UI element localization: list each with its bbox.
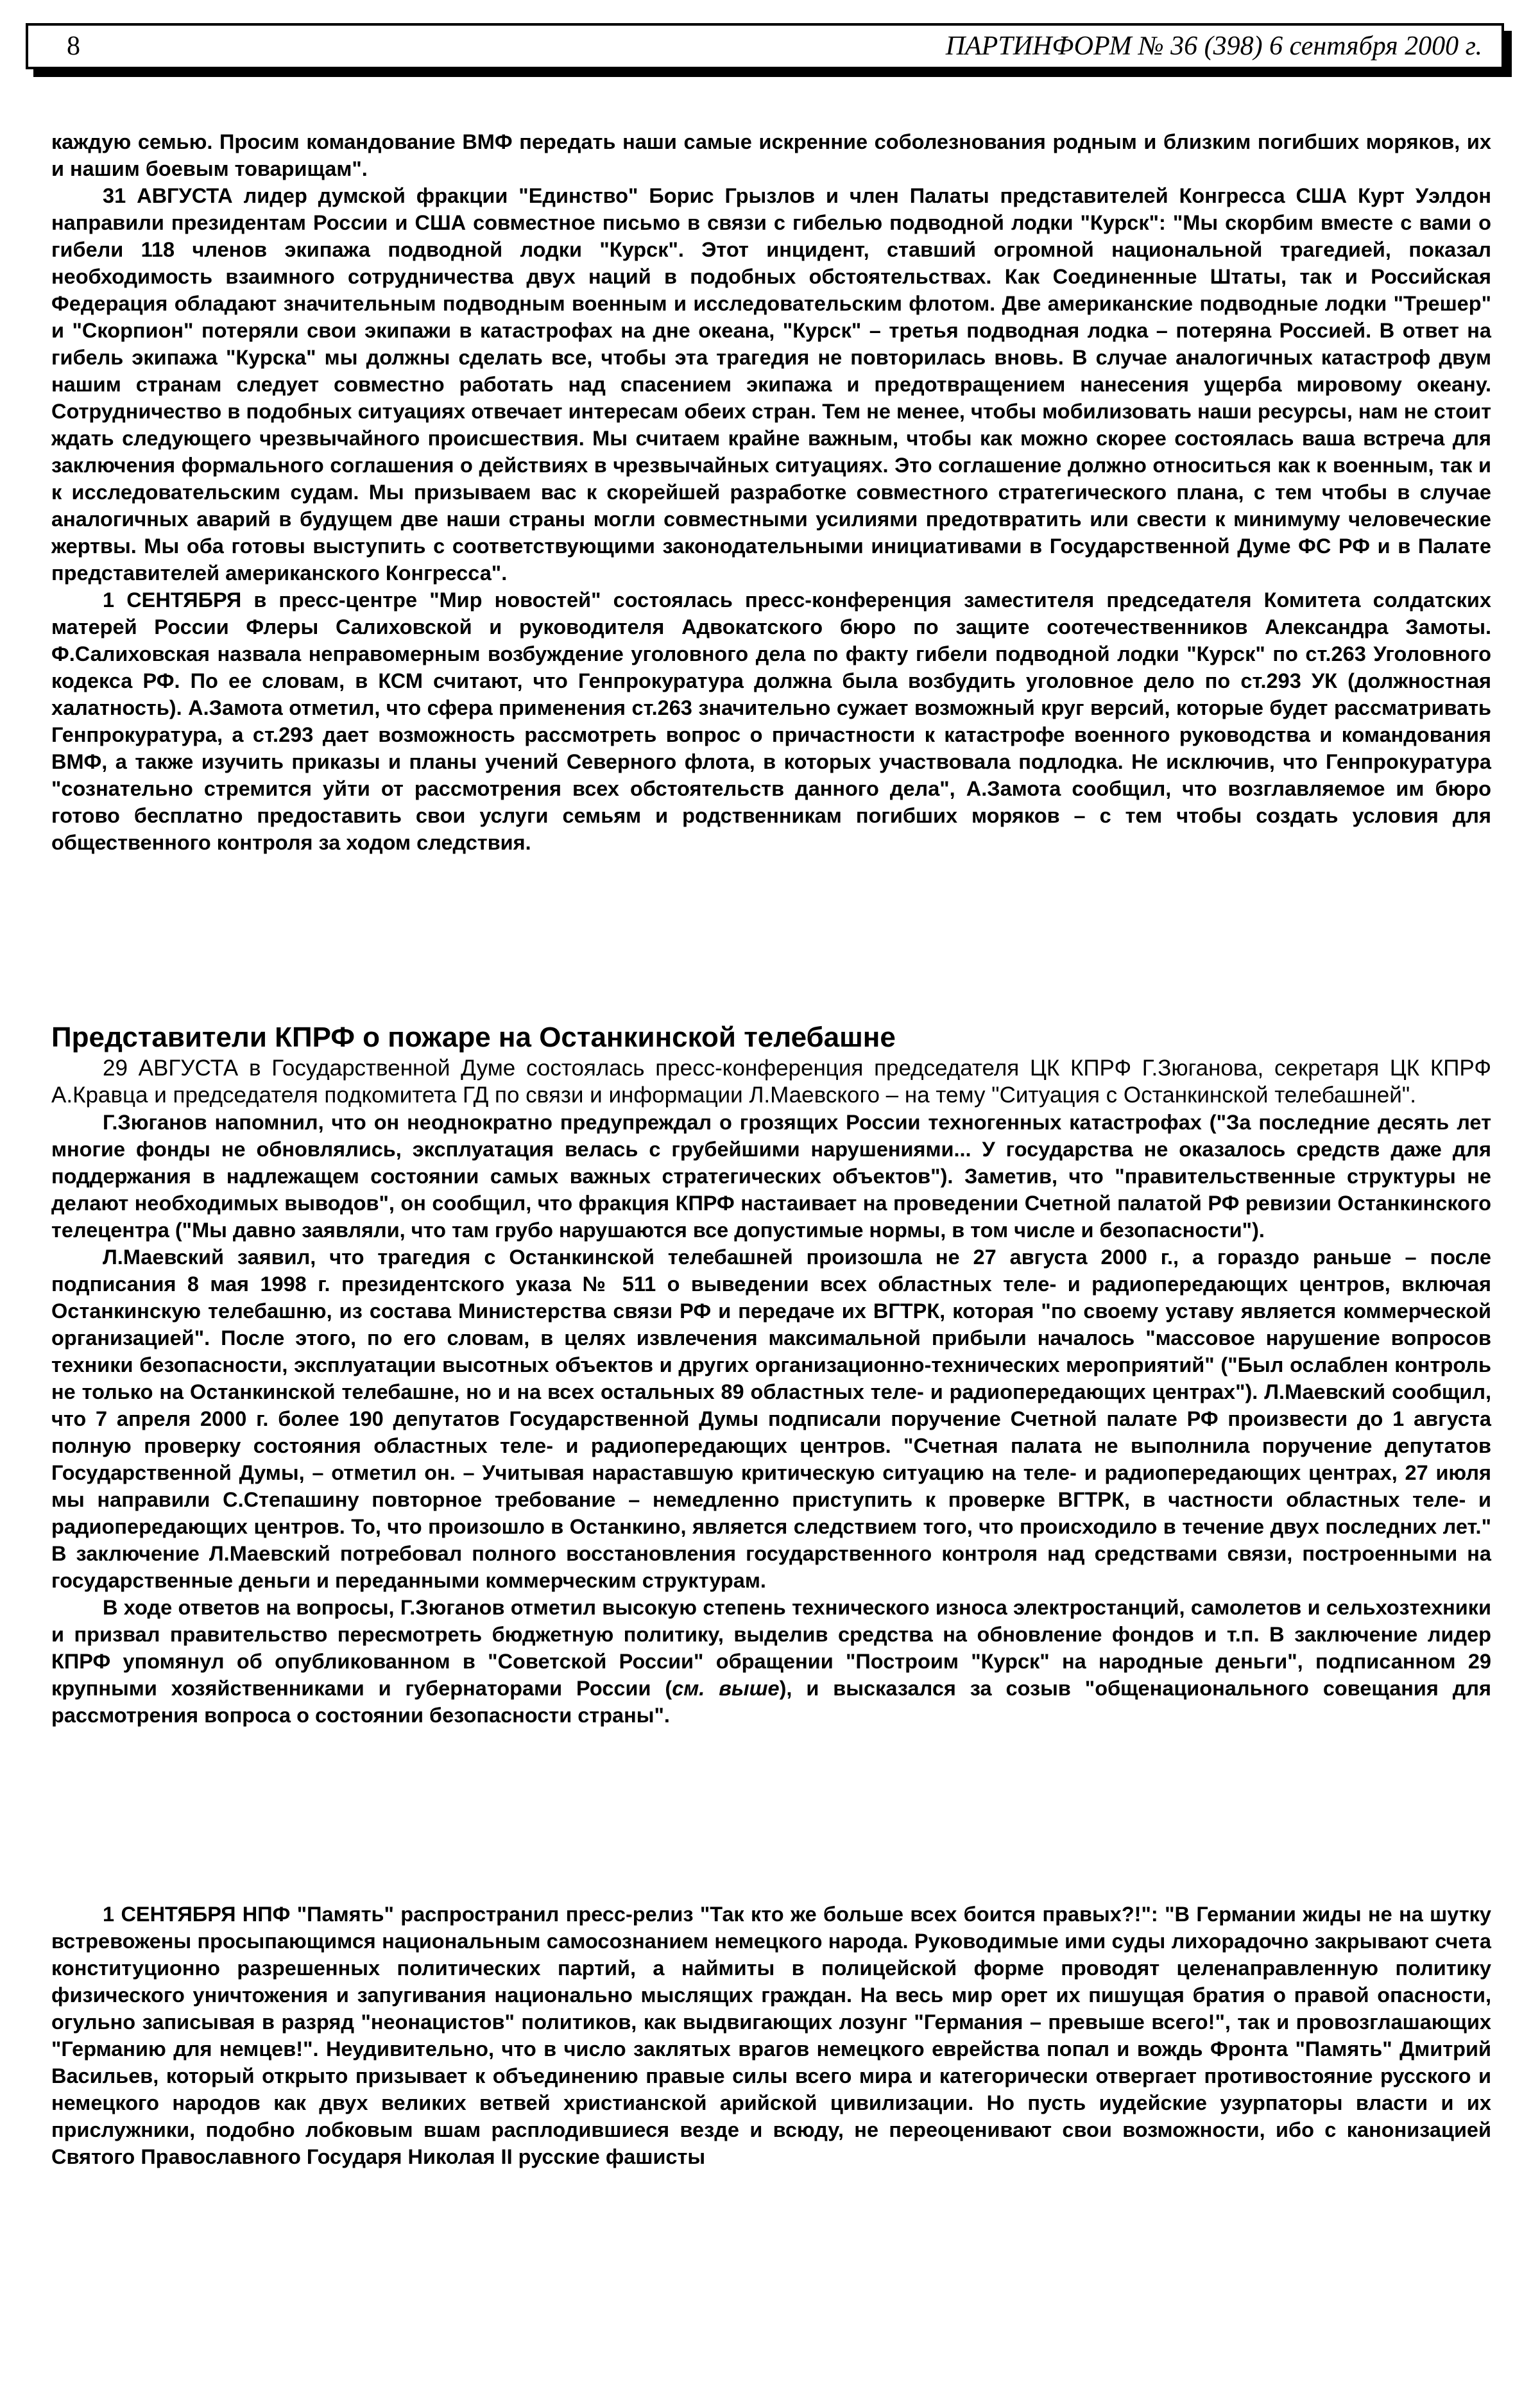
paragraph-text-part: В ходе ответов на вопросы, Г.Зюганов отметил высокую степень технического износа электростанций, самолетов и сельхозтехники и призвал правительство пересмотреть бюджетную политику, выделив средства на обновление фондов и т.п. В заключение лидер КПРФ упомянул об опубликованном в "Советской России" обращении "Построим "Курск" на народные деньги", подписанном 29 крупными хозяйственниками и губернаторами России ( <box>51 1596 1491 1700</box>
continued-paragraph: каждую семью. Просим командование ВМФ передать наши самые искренние соболезнования родным и близким погибших моряков, их и нашим боевым товарищам". <box>51 130 1491 180</box>
page-header <box>26 23 1504 69</box>
article-section <box>51 1020 1491 1729</box>
news-paragraph-press-conference: 1 СЕНТЯБРЯ в пресс-центре "Мир новостей" состоялась пресс-конференция заместителя председателя Комитета солдатских матерей России Флеры Салиховской и руководителя Адвокатского бюро по защите соотечественников Александра Замоты. Ф.Салиховская назвала неправомерным возбуждение уголовного дела по факту гибели подводной лодки "Курск" по ст.263 Уголовного кодекса РФ. По ее словам, в КСМ считают, что Генпрокуратура должна была возбудить уголовное дело по ст.293 УК (должностная халатность). А.Замота отметил, что сфера применения ст.263 значительно сужает возможный круг версий, которые будет рассматривать Генпрокуратура, а ст.293 дает возможность рассмотреть вопрос о причастности к катастрофе военного руководства и командования ВМФ, а также изучить приказы и планы учений Северного флота, в которых участвовала подлодка. Не исключив, что Генпрокуратура "сознательно стремится уйти от рассмотрения всех обстоятельств данного дела", А.Замота сообщил, что возглавляемое им бюро готово бесплатно предоставить свои услуги семьям и родственникам погибших моряков – с тем чтобы создать условия для общественного контроля за ходом следствия. <box>51 588 1491 854</box>
top-section <box>51 128 1491 856</box>
news-paragraph-pamyat: 1 СЕНТЯБРЯ НПФ "Память" распространил пресс-релиз "Так кто же больше всех боится правых?!": "В Германии жиды не на шутку встревожены просыпающимся национальным самосознанием немецкого народа. Руководимые ими суды лихорадочно закрывают счета конституционно разрешенных политических партий, а наймиты в полицейской форме проводят целенаправленную политику физического уничтожения и запугивания национально мыслящих граждан. На весь мир орет их пишущая братия о правой опасности, огульно записывая в разряд "неонацистов" политиков, как выдвигающих лозунг "Германия – превыше всего!", так и провозглашающих "Германию для немцев!". Неудивительно, что в число заклятых врагов немецкого еврейства попал и вождь Фронта "Память" Дмитрий Васильев, который открыто призывает к объединению правые силы всего мира и категорически отвергает противостояние русского и немецкого народов как двух великих ветвей христианской арийской цивилизации. Но пусть иудейские узурпаторы власти и их прислужники, подобно лобковым вшам расплодившиеся везде и всюду, не переоценивают свои возможности, ибо с канонизацией Святого Православного Государя Николая II русские фашисты <box>51 1903 1491 2168</box>
article-paragraph-maevsky: Л.Маевский заявил, что трагедия с Останкинской телебашней произошла не 27 августа 2000 г., а гораздо раньше – после подписания 8 мая 1998 г. президентского указа № 511 о выведении всех областных теле- и радиопередающих центров, включая Останкинскую телебашню, из состава Министерства связи РФ и передаче их ВГТРК, которая "по своему уставу является коммерческой организацией". После этого, по его словам, в целях извлечения максимальной прибыли началось "массовое нарушение вопросов техники безопасности, эксплуатации высотных объектов и других организационно-технических мероприятий" ("Был ослаблен контроль не только на Останкинской телебашне, но и на всех остальных 89 областных теле- и радиопередающих центрах"). Л.Маевский сообщил, что 7 апреля 2000 г. более 190 депутатов Государственной Думы подписали поручение Счетной палате РФ произвести до 1 августа полную проверку состояния областных теле- и радиопередающих центров. "Счетная палата не выполнила поручение депутатов Государственной Думы, – отметил он. – Учитывая нараставшую критическую ситуацию на теле- и радиопередающих центрах, 27 июля мы направили С.Степашину повторное требование – немедленно приступить к проверке ВГТРК, в частности областных теле- и радиопередающих центров. То, что произошло в Останкино, является следствием того, что происходило в течение двух последних лет." В заключение Л.Маевский потребовал полного восстановления государственного контроля над средствами связи, построенными на государственные деньги и переданными коммерческим структурам. <box>51 1246 1491 1592</box>
article-lead: 29 АВГУСТА в Государственной Думе состоялась пресс-конференция председателя ЦК КПРФ Г.Зюганова, секретаря ЦК КПРФ А.Кравца и председателя подкомитета ГД по связи и информации Л.Маевского – на тему "Ситуация с Останкинской телебашней". <box>51 1056 1491 1108</box>
article-paragraph-zyuganov: Г.Зюганов напомнил, что он неоднократно предупреждал о грозящих России техногенных катастрофах ("За последние десять лет многие фонды не обновлялись, эксплуатация велась с грубейшими нарушениями... У государства не оказалось средств даже для поддержания в надлежащем состоянии самых важных стратегических объектов"). Заметив, что "правительственные структуры не делают необходимых выводов", он сообщил, что фракция КПРФ настаивает на проведении Счетной палатой РФ ревизии Останкинского телецентра ("Мы давно заявляли, что там грубо нарушаются все допустимые нормы, в том числе и безопасности"). <box>51 1111 1491 1242</box>
issue-line: ПАРТИНФОРМ № 36 (398) 6 сентября 2000 г. <box>945 31 1482 61</box>
article-paragraph-answers <box>51 1594 1491 1729</box>
news-paragraph-kursk-letter: 31 АВГУСТА лидер думской фракции "Единство" Борис Грызлов и член Палаты представителей Конгресса США Курт Уэлдон направили президентам России и США совместное письмо в связи с гибелью подводной лодки "Курск": "Мы скорбим вместе с вами о гибели 118 членов экипажа подводной лодки "Курск". Этот инцидент, ставший огромной национальной трагедией, показал необходимость взаимного сотрудничества двух наций в подобных обстоятельствах. Как Соединенные Штаты, так и Российская Федерация обладают значительным подводным военным и исследовательским флотом. Две американские подводные лодки "Трешер" и "Скорпион" потеряли свои экипажи в катастрофах на дне океана, "Курск" – третья подводная лодка – потеряна Россией. В ответ на гибель экипажа "Курска" мы должны сделать все, чтобы эта трагедия не повторилась вновь. В случае аналогичных катастроф двум нашим странам следует совместно работать над спасением экипажа и предотвращением нанесения ущерба мировому океану. Сотрудничество в подобных ситуациях отвечает интересам обеих стран. Тем не менее, чтобы мобилизовать наши ресурсы, нам не стоит ждать следующего чрезвычайного происшествия. Мы считаем крайне важным, чтобы как можно скорее состоялась ваша встреча для заключения формального соглашения о действиях в чрезвычайных ситуациях. Это соглашение должно относиться как к военным, так и к исследовательским судам. Мы призываем вас к скорейшей разработке совместного стратегического плана, с тем чтобы в случае аналогичных аварий в будущем две наши страны могли совместными усилиями предотвратить или свести к минимуму человеческие жертвы. Мы оба готовы выступить с соответствующими законодательными инициативами в Государственной Думе ФС РФ и в Палате представителей американского Конгресса". <box>51 184 1491 585</box>
bottom-section <box>51 1901 1491 2170</box>
paragraph-text-part: ), и высказался за созыв "общенационального совещания для рассмотрения вопроса о состоянии безопасности страны". <box>51 1677 1491 1727</box>
article-heading: Представители КПРФ о пожаре на Останкинской телебашне <box>51 1022 896 1053</box>
see-above-note: см. выше <box>672 1677 780 1700</box>
page-number: 8 <box>67 31 80 61</box>
